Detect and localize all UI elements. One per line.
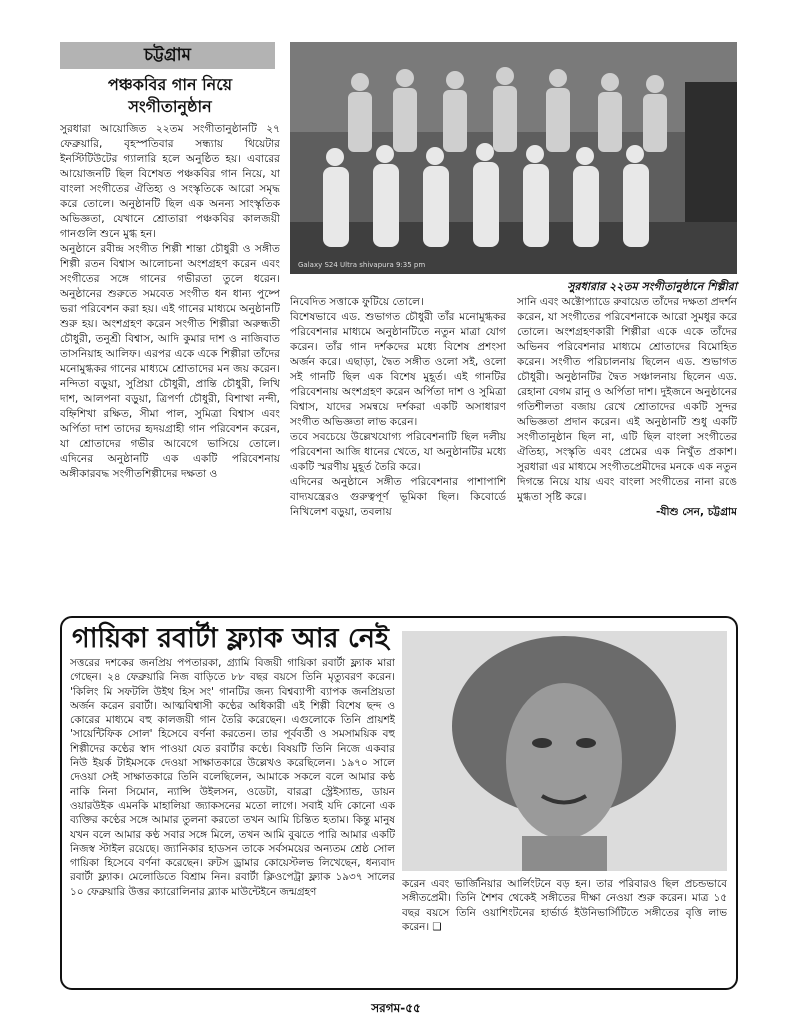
page-number: সরগম-৫৫ — [371, 1001, 421, 1015]
paragraph: অনুষ্ঠানে রবীন্দ্র সংগীত শিল্পী শান্তা চৌধুরী ও সঙ্গীত শিল্পী রতন বিশ্বাস আলোচনা অংশগ্রহণ করেন এবং সংগীতের সঙ্গে গানের গভীরতা তুলে ধরেন। অনুষ্ঠানের শুরুতে সমবেত সংগীত ধন ধান্য পুষ্পে ভরা পরিবেশন করা হয়। এই গানের মাধ্যমে অনুষ্ঠানটি শুরু হয়। অংশগ্রহণ করেন সংগীত শিল্পীরা অরুন্ধতী চৌধুরী, তনুশ্রী বিশ্বাস, আদি কুমার দাশ ও নাজিবাত তাসনিয়াহ আলিফ। এরপর একে একে শিল্পীরা তাঁদের মনোমুগ্ধকর গানের মাধ্যমে শ্রোতাদের মন জয় করেন। নন্দিতা বড়ুয়া, সুপ্রিয়া চৌধুরী, প্রান্তি চৌধুরী, লিখি দাশ, আলপনা বড়ুয়া, ত্রিপর্ণা চৌধুরী, বিশাখা নন্দী, বহ্নিশিখা রক্ষিত, সীমা পাল, সুমিত্রা বিশ্বাস এবং অর্পিতা দাশ তাদের হৃদয়গ্রাহী গান পরিবেশন করেন, যা শ্রোতাদের গভীর আবেগে ভাসিয়ে তোলে। এদিনের অনুষ্ঠানটি এক একটি পরিবেশনায় অঙ্গীকারবদ্ধ সংগীতশিল্পীদের দক্ষতা ও — [60, 243, 280, 480]
paragraph — [402, 877, 727, 934]
article2-column-left — [70, 656, 395, 981]
paragraph: সানি এবং অক্টোপ্যাডে রুবায়েত তাঁদের দক্ষতা প্রদর্শন করেন, যা সংগীতের পরিবেশনাকে আরো সুমধুর করে তোলে। অংশগ্রহণকারী শিল্পীরা একে একে তাঁদের অভিনব পরিবেশনার মাধ্যমে শ্রোতাদের বিমোহিত করেন। সংগীত পরিচালনায় ছিলেন এড. শুভাগত চৌধুরী। অনুষ্ঠানটির দ্বৈত সঞ্চালনায় ছিলেন এড. রেহানা বেগম রানু ও অর্পিতা দাশ। দুইজনে অনুষ্ঠানের গতিশীলতা বজায় রেখে শ্রোতাদের একটি সুন্দর অভিজ্ঞতা প্রদান করেন। এই অনুষ্ঠানটি শুধু একটি সংগীতানুষ্ঠান ছিল না, এটি ছিল বাংলা সংগীতের ঐতিহ্য, সংস্কৃতি এবং প্রেমের এক নিখুঁত প্রকাশ। সুরধারা এর মাধ্যমে সংগীতপ্রেমীদের মনকে এক নতুন দিগন্তে নিয়ে যায় এবং বাংলা সংগীতের নানা রঙে মুগ্ধতা সৃষ্টি করে। — [517, 296, 737, 503]
paragraph: সত্তরের দশকের জনপ্রিয় পপতারকা, গ্র্যামি বিজয়ী গায়িকা রবার্টা ফ্ল্যাক মারা গেছেন। ২৪ ফেব্রুয়ারি নিজ বাড়িতে ৮৮ বছর বয়সে তিনি মৃত্যুবরণ করেন। 'কিলিং মি সফটলি উইথ হিস সং' গানটির জন্য বিশ্বব্যাপী ব্যাপক জনপ্রিয়তা অর্জন করেন রবার্টা। আত্মবিশ্বাসী কণ্ঠের অধিকারী এই শিল্পী বিশেষ ছন্দ ও কোরের মাধ্যমে বহু কালজয়ী গান তৈরি করেছেন। এগুলোকে তিনি প্রায়শই 'সায়েন্টিফিক সোল' হিসেবে বর্ণনা করতেন। তার পূর্ববর্তী ও সমসাময়িক বহু শিল্পীদের কণ্ঠের স্বাদ পাওয়া যেত রবার্টার কণ্ঠে। বিষয়টি তিনি নিজে একবার নিউ ইয়র্ক টাইমসকে দেওয়া সাক্ষাতকারে উল্লেখও করেছিলেন। ১৯৭০ সালে দেওয়া সেই সাক্ষাতকারে তিনি বলেছিলেন, আমাকে সকলে বলে আমার কণ্ঠ নাকি নিনা সিমোন, ন্যান্সি উইলসন, ওডেটা, বারব্রা স্ট্রেইস্যান্ড, ডায়ন ওয়ারউইক এমনকি মাহালিয়া জ্যাকসনের মতো লাগে। সবাই যদি কোনো এক ব্যক্তির কণ্ঠের সঙ্গে আমার তুলনা করতো তখন আমি চিন্তিত হতাম। কিন্তু মানুষ যখন বলে আমার কণ্ঠ সবার সঙ্গে মিলে, তখন আমি বুঝতে পারি আমার একটি নিজস্ব স্টাইল রয়েছে। জ্যানিকার হাডসন তাকে সর্বসময়ের অন্যতম শ্রেষ্ঠ সোল গায়িকা হিসেবে বর্ণনা করেছেন। রুটস ড্রামার কোয়েস্টলভ লিখেছেন, ধন্যবাদ রবার্টা ফ্ল্যাক। মেলোডিতে বিশ্রাম নিন। রবার্টা ক্লিওপেট্রা ফ্ল্যাক ১৯৩৭ সালের ১০ ফেব্রুয়ারি উত্তর ক্যারোলিনার ব্ল্যাক মাউন্টেইনে জন্মগ্রহণ — [70, 657, 395, 898]
photo-caption: সুরধারার ২২তম সংগীতানুষ্ঠানে শিল্পীরা — [567, 280, 737, 293]
headline-line-2: সংগীতানুষ্ঠান — [128, 97, 212, 116]
byline: -যীশু সেন, চট্টগ্রাম — [656, 506, 737, 518]
article1-column-1 — [60, 122, 280, 612]
end-mark: ❑ — [432, 920, 442, 933]
article1-column-3 — [517, 295, 737, 610]
article2-headline: গায়িকা রবার্টা ফ্ল্যাক আর নেই — [72, 623, 389, 654]
section-label: চট্টগ্রাম — [60, 42, 275, 69]
portrait-illustration — [402, 631, 727, 871]
paragraph: তবে সবচেয়ে উল্লেখযোগ্য পরিবেশনাটি ছিল দলীয় পরিবেশনা আজি ধানের খেতে, যা অনুষ্ঠানটির মধ্যে একটি স্মরণীয় মুহূর্ত তৈরি করে। — [290, 431, 506, 473]
paragraph: সুরধারা আয়োজিত ২২তম সংগীতানুষ্ঠানটি ২৭ ফেব্রুয়ারি, বৃহস্পতিবার সন্ধ্যায় থিয়েটার ইনস্টিটিউটের গ্যালারি হলে অনুষ্ঠিত হয়। এবারের আয়োজনটি ছিল বিশেষত পঞ্চকবির গান নিয়ে, যা বাংলা সংগীতের ঐতিহ্য ও সংস্কৃতিকে আরো সমৃদ্ধ করে তোলে। অনুষ্ঠানটি ছিল এক অনন্য সাংস্কৃতিক অভিজ্ঞতা, যেখানে শ্রোতারা পঞ্চকবির কালজয়ী গানগুলি শুনে মুগ্ধ হন। — [60, 123, 280, 240]
paragraph: বিশেষভাবে এড. শুভাগত চৌধুরী তাঁর মনোমুগ্ধকর পরিবেশনার মাধ্যমে অনুষ্ঠানটিতে নতুন মাত্রা যোগ করেন। তাঁর গান দর্শকদের মধ্যে বিশেষ প্রশংসা অর্জন করে। এছাড়া, দ্বৈত সঙ্গীত ওলো সই, ওলো সই গানটি ছিল এক বিশেষ মুহূর্ত। এই গানটির পরিবেশনায় অংশগ্রহণ করেন অর্পিতা দাশ ও সুমিত্রা বিশ্বাস, যাদের সমন্বয়ে দর্শকরা একটি অসাধারণ সংগীত অভিজ্ঞতা লাভ করেন। — [290, 311, 506, 428]
photo-watermark: Galaxy S24 Ultra shivapura 9:35 pm — [298, 261, 426, 269]
paragraph-text: করেন এবং ভার্জিনিয়ার আর্লিংটনে বড় হন। তার পরিবারও ছিল প্রচন্ডভাবে সঙ্গীতপ্রেমী। তিনি শৈশব থেকেই সঙ্গীতের দীক্ষা নেওয়া শুরু করেন। মাত্র ১৫ বছর বয়সে তিনি ওয়াশিংটনের হার্ভার্ড ইউনিভার্সিটিতে সঙ্গীতের বৃত্তি লাভ করেন। — [402, 878, 727, 933]
article1-column-2 — [290, 295, 506, 610]
group-photo-illustration — [290, 42, 737, 274]
portrait-photo — [402, 631, 727, 871]
headline-line-1: পঞ্চকবির গান নিয়ে — [107, 75, 233, 94]
article2-column-right — [402, 877, 727, 972]
article1-headline — [60, 74, 280, 118]
group-photo — [290, 42, 737, 274]
paragraph: এদিনের অনুষ্ঠানে সঙ্গীত পরিবেশনার পাশাপাশি বাদ্যযন্ত্রেরও গুরুত্বপূর্ণ ভূমিকা ছিল। কিবোর্ডে নিখিলেশ বড়ুয়া, তবলায় — [290, 476, 506, 518]
paragraph: নিবেদিত সত্তাকে ফুটিয়ে তোলে। — [290, 296, 424, 308]
